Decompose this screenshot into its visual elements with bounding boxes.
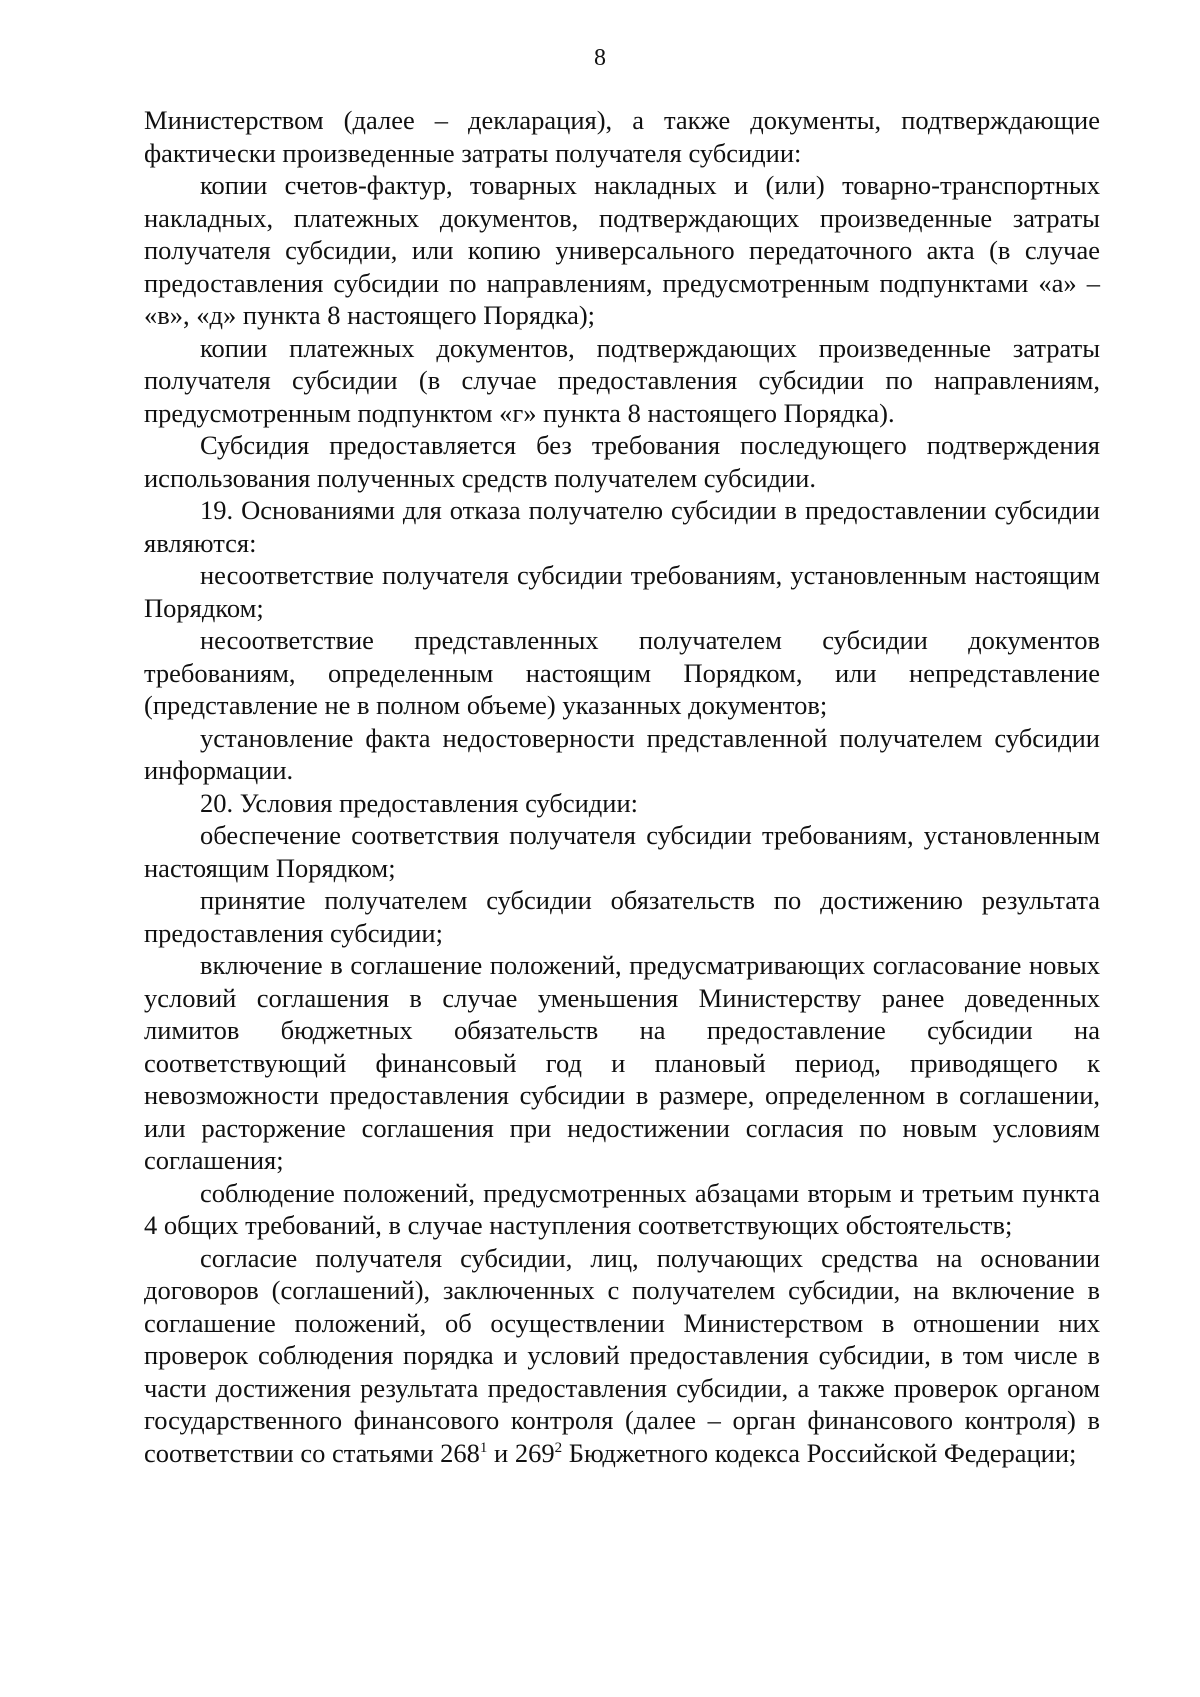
paragraph-text: и 269	[487, 1437, 555, 1468]
paragraph: включение в соглашение положений, предусматривающих согласование новых условий соглашения в случае уменьшения Министерству ранее доведенных лимитов бюджетных обязательств на предоставление субсидии на соответствующий финансовый год и плановый период, приводящего к невозможности предоставления субсидии в размере, определенном в соглашении, или расторжение соглашения при недостижении согласия по новым условиям соглашения;	[144, 950, 1100, 1175]
paragraph: установление факта недостоверности представленной получателем субсидии информации.	[144, 722, 1100, 785]
paragraph: соблюдение положений, предусмотренных абзацами вторым и третьим пункта 4 общих требований, в случае наступления соответствующих обстоятельств;	[144, 1177, 1100, 1240]
paragraph: принятие получателем субсидии обязательств по достижению результата предоставления субсидии;	[144, 885, 1100, 948]
paragraph: 19. Основаниями для отказа получателю субсидии в предоставлении субсидии являются:	[144, 495, 1100, 558]
paragraph-text: Бюджетного кодекса Российской Федерации;	[562, 1437, 1077, 1468]
paragraph: обеспечение соответствия получателя субсидии требованиям, установленным настоящим Порядком;	[144, 820, 1100, 883]
superscript: 1	[479, 1439, 488, 1456]
paragraph: копии счетов-фактур, товарных накладных и (или) товарно-транспортных накладных, платежных документов, подтверждающих произведенные затраты получателя субсидии, или копию универсального передаточного акта (в случае предоставления субсидии по направлениям, предусмотренным подпунктами «а» – «в», «д» пункта 8 настоящего Порядка);	[144, 170, 1100, 330]
page-number: 8	[594, 45, 606, 71]
paragraph: Министерством (далее – декларация), а также документы, подтверждающие фактически произведенные затраты получателя субсидии:	[144, 105, 1100, 168]
paragraph: копии платежных документов, подтверждающих произведенные затраты получателя субсидии (в случае предоставления субсидии по направлениям, предусмотренным подпунктом «г» пункта 8 настоящего Порядка).	[144, 332, 1100, 428]
paragraph: несоответствие представленных получателем субсидии документов требованиям, определенным настоящим Порядком, или непредставление (представление не в полном объеме) указанных документов;	[144, 625, 1100, 720]
document-body	[144, 104, 1100, 1469]
paragraph: 20. Условия предоставления субсидии:	[200, 787, 639, 818]
paragraph-text: согласие получателя субсидии, лиц, получающих средства на основании договоров (соглашений), заключенных с получателем субсидии, на включение в соглашение положений, об осуществлении Министерством в отношении них проверок соблюдения порядка и условий предоставления субсидии, в том числе в части достижения результата предоставления субсидии, а также проверок органом государственного финансового контроля (далее – орган финансового контроля) в соответствии со статьями 268	[144, 1242, 1100, 1468]
paragraph: Субсидия предоставляется без требования последующего подтверждения использования полученных средств получателем субсидии.	[144, 430, 1100, 493]
paragraph: несоответствие получателя субсидии требованиям, установленным настоящим Порядком;	[144, 560, 1100, 623]
paragraph-last	[144, 1242, 1100, 1470]
superscript: 2	[554, 1439, 563, 1456]
